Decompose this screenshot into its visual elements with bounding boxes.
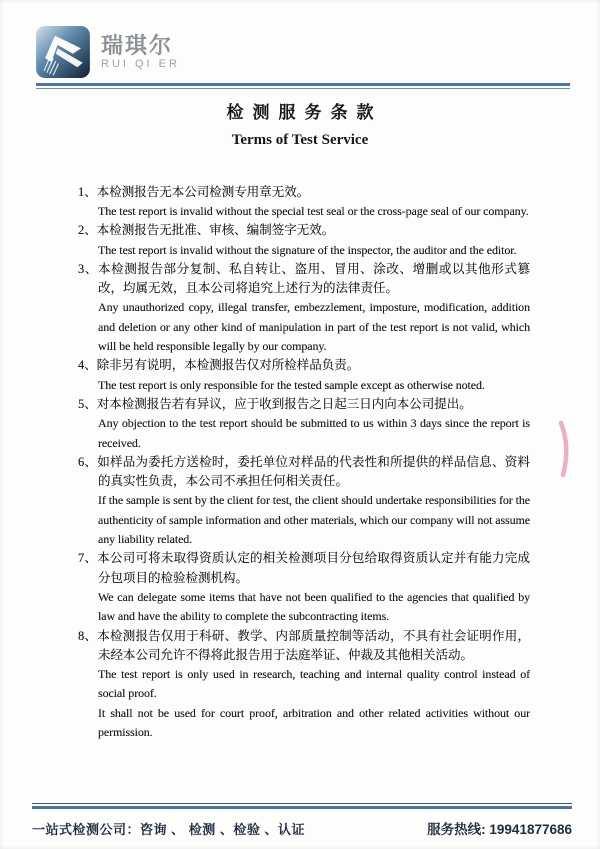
term-number: 5、	[78, 396, 97, 411]
term-text-zh: 4、除非另有说明，本检测报告仅对所检样品负责。	[78, 358, 360, 373]
term-number: 7、	[78, 551, 98, 566]
brand-text	[101, 34, 180, 71]
term-text-zh: 3、本检测报告部分复制、私自转让、盗用、冒用、涂改、增删或以其他形式篡改，均属无效，且本公司将追究上述行为的法律责任。	[78, 261, 530, 296]
term-item	[78, 260, 530, 356]
term-text-en: The test report is only used in research, teaching and internal quality control instead of social proof.	[98, 667, 530, 701]
term-number: 4、	[78, 358, 97, 373]
term-text-en: The test report is invalid without the signature of the inspector, the auditor and the editor.	[98, 242, 517, 257]
term-text-zh: 2、本检测报告无批准、审核、编制签字无效。	[78, 223, 335, 238]
page-header	[0, 0, 600, 89]
term-text-en: Any objection to the test report should be submitted to us within 3 days since the report is received.	[98, 416, 530, 450]
company-logo-icon	[36, 26, 90, 78]
term-item	[78, 395, 530, 453]
term-item	[78, 453, 530, 549]
term-text-zh: 7、本公司可将未取得资质认定的相关检测项目分包给取得资质认定并有能力完成分包项目的检验检测机构。	[78, 551, 530, 585]
stamp-edge-mark	[554, 420, 574, 478]
term-text-zh: 8、本检测报告仅用于科研、教学、内部质量控制等活动，不具有社会证明作用，未经本公司允许不得将此报告用于法庭举证、仲裁及其他相关活动。	[78, 628, 530, 662]
term-number: 8、	[78, 628, 98, 643]
term-item	[78, 183, 530, 222]
term-number: 6、	[78, 454, 98, 469]
company-name-zh: 瑞琪尔	[101, 32, 174, 58]
term-item	[78, 221, 530, 260]
footer-tagline: 一站式检测公司：咨询 、 检测 、检验 、认证	[32, 822, 305, 837]
company-name-en: RUI QI ER	[101, 57, 180, 70]
term-text-en: The test report is only responsible for the tested sample except as otherwise noted.	[98, 377, 485, 392]
term-item	[78, 549, 530, 626]
page-footer	[0, 803, 600, 839]
footer-hotline	[427, 818, 572, 838]
header-divider	[36, 83, 570, 89]
term-text-zh: 1、本检测报告无本公司检测专用章无效。	[78, 184, 310, 199]
term-text-en: If the sample is sent by the client for test, the client should undertake responsibilities for the authenticity of sample information and other materials, which our company will not assume any liability related.	[98, 493, 530, 547]
term-text-zh: 6、如样品为委托方送检时，委托单位对样品的代表性和所提供的样品信息、资料的真实性负责，本公司不承担任何相关责任。	[78, 454, 530, 489]
term-text-en: The test report is invalid without the special test seal or the cross-page seal of our company.	[98, 203, 529, 218]
terms-list	[78, 183, 530, 743]
term-text-en: We can delegate some items that have not been qualified to the agencies that qualified by law and have the ability to complete the subcontracting items.	[98, 589, 530, 624]
term-text-en: Any unauthorized copy, illegal transfer, embezzlement, imposture, modification, addition and deletion or any other kind of manipulation in part of the test report is not valid, which will be held responsible legally by our company.	[98, 300, 530, 354]
page-subtitle: Terms of Test Service	[231, 131, 369, 148]
brand	[36, 26, 570, 78]
term-item	[78, 356, 530, 395]
term-number: 3、	[78, 261, 98, 276]
hotline-label: 服务热线:	[427, 822, 490, 837]
hotline-number: 19941877686	[489, 822, 572, 837]
term-item	[78, 627, 530, 743]
term-text-en: It shall not be used for court proof, arbitration and other related activities without our permission.	[98, 705, 530, 739]
page-title: 检测服务条款	[226, 102, 383, 122]
term-text-zh: 5、对本检测报告若有异议，应于收到报告之日起三日内向本公司提出。	[78, 396, 472, 411]
term-number: 1、	[78, 184, 97, 199]
term-number: 2、	[78, 223, 97, 238]
